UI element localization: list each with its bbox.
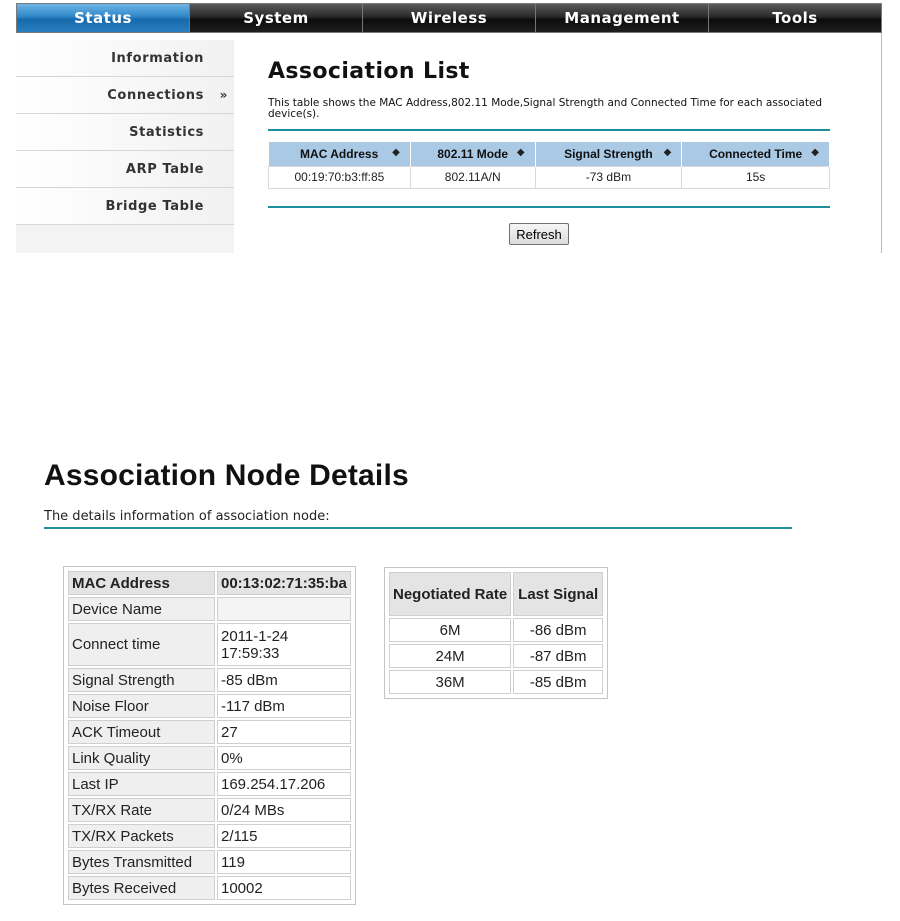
sidebar-item-connections[interactable] <box>16 77 234 114</box>
top-nav <box>16 3 882 33</box>
sidebar-item-bridge-table[interactable] <box>16 188 234 225</box>
tx-rx-packets-label: TX/RX Packets <box>68 824 215 848</box>
association-list-description: This table shows the MAC Address,802.11 Mode,Signal Strength and Connected Time for each associated device(s). <box>268 97 823 120</box>
table-row <box>68 623 351 666</box>
table-row <box>389 670 603 694</box>
table-row <box>68 746 351 770</box>
table-row <box>68 850 351 874</box>
link-quality-value: 0% <box>217 746 351 770</box>
table-row <box>68 720 351 744</box>
bytes-received-value: 10002 <box>217 876 351 900</box>
connect-time-value: 2011-1-24 17:59:33 <box>217 623 351 666</box>
table-row <box>389 572 603 616</box>
table-row <box>68 668 351 692</box>
column-header-mode[interactable]: 802.11 Mode ◆ <box>410 142 535 166</box>
table-row <box>389 644 603 668</box>
bytes-transmitted-value: 119 <box>217 850 351 874</box>
double-chevron-right-icon: » <box>219 88 228 102</box>
sidebar-item-information[interactable] <box>16 40 234 77</box>
cell-mode: 802.11A/N <box>410 166 535 188</box>
noise-floor-value: -117 dBm <box>217 694 351 718</box>
refresh-button[interactable]: Refresh <box>509 223 569 245</box>
table-row <box>68 772 351 796</box>
sidebar-item-arp-table[interactable] <box>16 151 234 188</box>
ack-timeout-label: ACK Timeout <box>68 720 215 744</box>
tab-system[interactable]: System <box>189 4 362 32</box>
tx-rx-packets-value: 2/115 <box>217 824 351 848</box>
sort-icon[interactable]: ◆ <box>811 147 819 158</box>
link-quality-label: Link Quality <box>68 746 215 770</box>
cell-connected-time: 15s <box>682 166 830 188</box>
cell-rate: 24M <box>389 644 511 668</box>
panel-border <box>881 33 882 253</box>
table-row <box>68 876 351 900</box>
last-ip-label: Last IP <box>68 772 215 796</box>
sidebar <box>16 40 234 253</box>
cell-mac-address: 00:19:70:b3:ff:85 <box>269 166 411 188</box>
tab-wireless[interactable]: Wireless <box>362 4 535 32</box>
table-row <box>269 166 830 188</box>
cell-rate: 36M <box>389 670 511 694</box>
column-header-negotiated-rate: Negotiated Rate <box>389 572 511 616</box>
sort-icon[interactable]: ◆ <box>516 147 525 158</box>
mac-address-label: MAC Address <box>68 571 215 595</box>
sidebar-item-label: Bridge Table <box>105 198 204 214</box>
tx-rx-rate-value: 0/24 MBs <box>217 798 351 822</box>
column-header-connected-time[interactable]: Connected Time ◆ <box>682 142 830 166</box>
device-name-label: Device Name <box>68 597 215 621</box>
mac-address-value: 00:13:02:71:35:ba <box>217 571 351 595</box>
cell-signal: -85 dBm <box>513 670 603 694</box>
tab-management[interactable]: Management <box>535 4 708 32</box>
sidebar-item-label: Connections <box>107 87 204 103</box>
association-list-title: Association List <box>268 59 470 84</box>
table-row <box>68 597 351 621</box>
column-header-mac-address[interactable]: MAC Address ◆ <box>269 142 411 166</box>
node-details-table <box>63 566 356 905</box>
cell-rate: 6M <box>389 618 511 642</box>
tx-rx-rate-label: TX/RX Rate <box>68 798 215 822</box>
node-details-title: Association Node Details <box>44 459 409 492</box>
column-header-last-signal: Last Signal <box>513 572 603 616</box>
cell-signal: -87 dBm <box>513 644 603 668</box>
column-header-signal-strength[interactable]: Signal Strength ◆ <box>535 142 682 166</box>
device-name-value <box>217 597 351 621</box>
divider <box>44 527 792 529</box>
tab-status[interactable]: Status <box>17 4 189 32</box>
bytes-transmitted-label: Bytes Transmitted <box>68 850 215 874</box>
last-ip-value: 169.254.17.206 <box>217 772 351 796</box>
node-details-description: The details information of association node: <box>44 509 330 524</box>
sidebar-item-statistics[interactable] <box>16 114 234 151</box>
rate-table <box>384 567 608 699</box>
table-row <box>68 694 351 718</box>
table-row <box>68 798 351 822</box>
table-row <box>68 824 351 848</box>
divider <box>268 129 830 131</box>
sort-icon[interactable]: ◆ <box>392 147 400 158</box>
ack-timeout-value: 27 <box>217 720 351 744</box>
table-row <box>68 571 351 595</box>
bytes-received-label: Bytes Received <box>68 876 215 900</box>
sidebar-item-label: ARP Table <box>125 161 204 177</box>
sort-icon[interactable]: ◆ <box>663 147 672 158</box>
cell-signal: -86 dBm <box>513 618 603 642</box>
signal-strength-value: -85 dBm <box>217 668 351 692</box>
connect-time-label: Connect time <box>68 623 215 666</box>
cell-signal-strength: -73 dBm <box>535 166 682 188</box>
signal-strength-label: Signal Strength <box>68 668 215 692</box>
sidebar-item-label: Statistics <box>129 124 204 140</box>
noise-floor-label: Noise Floor <box>68 694 215 718</box>
divider <box>268 206 830 208</box>
tab-tools[interactable]: Tools <box>708 4 881 32</box>
sidebar-item-label: Information <box>111 50 204 66</box>
table-row <box>389 618 603 642</box>
association-table <box>268 142 830 189</box>
